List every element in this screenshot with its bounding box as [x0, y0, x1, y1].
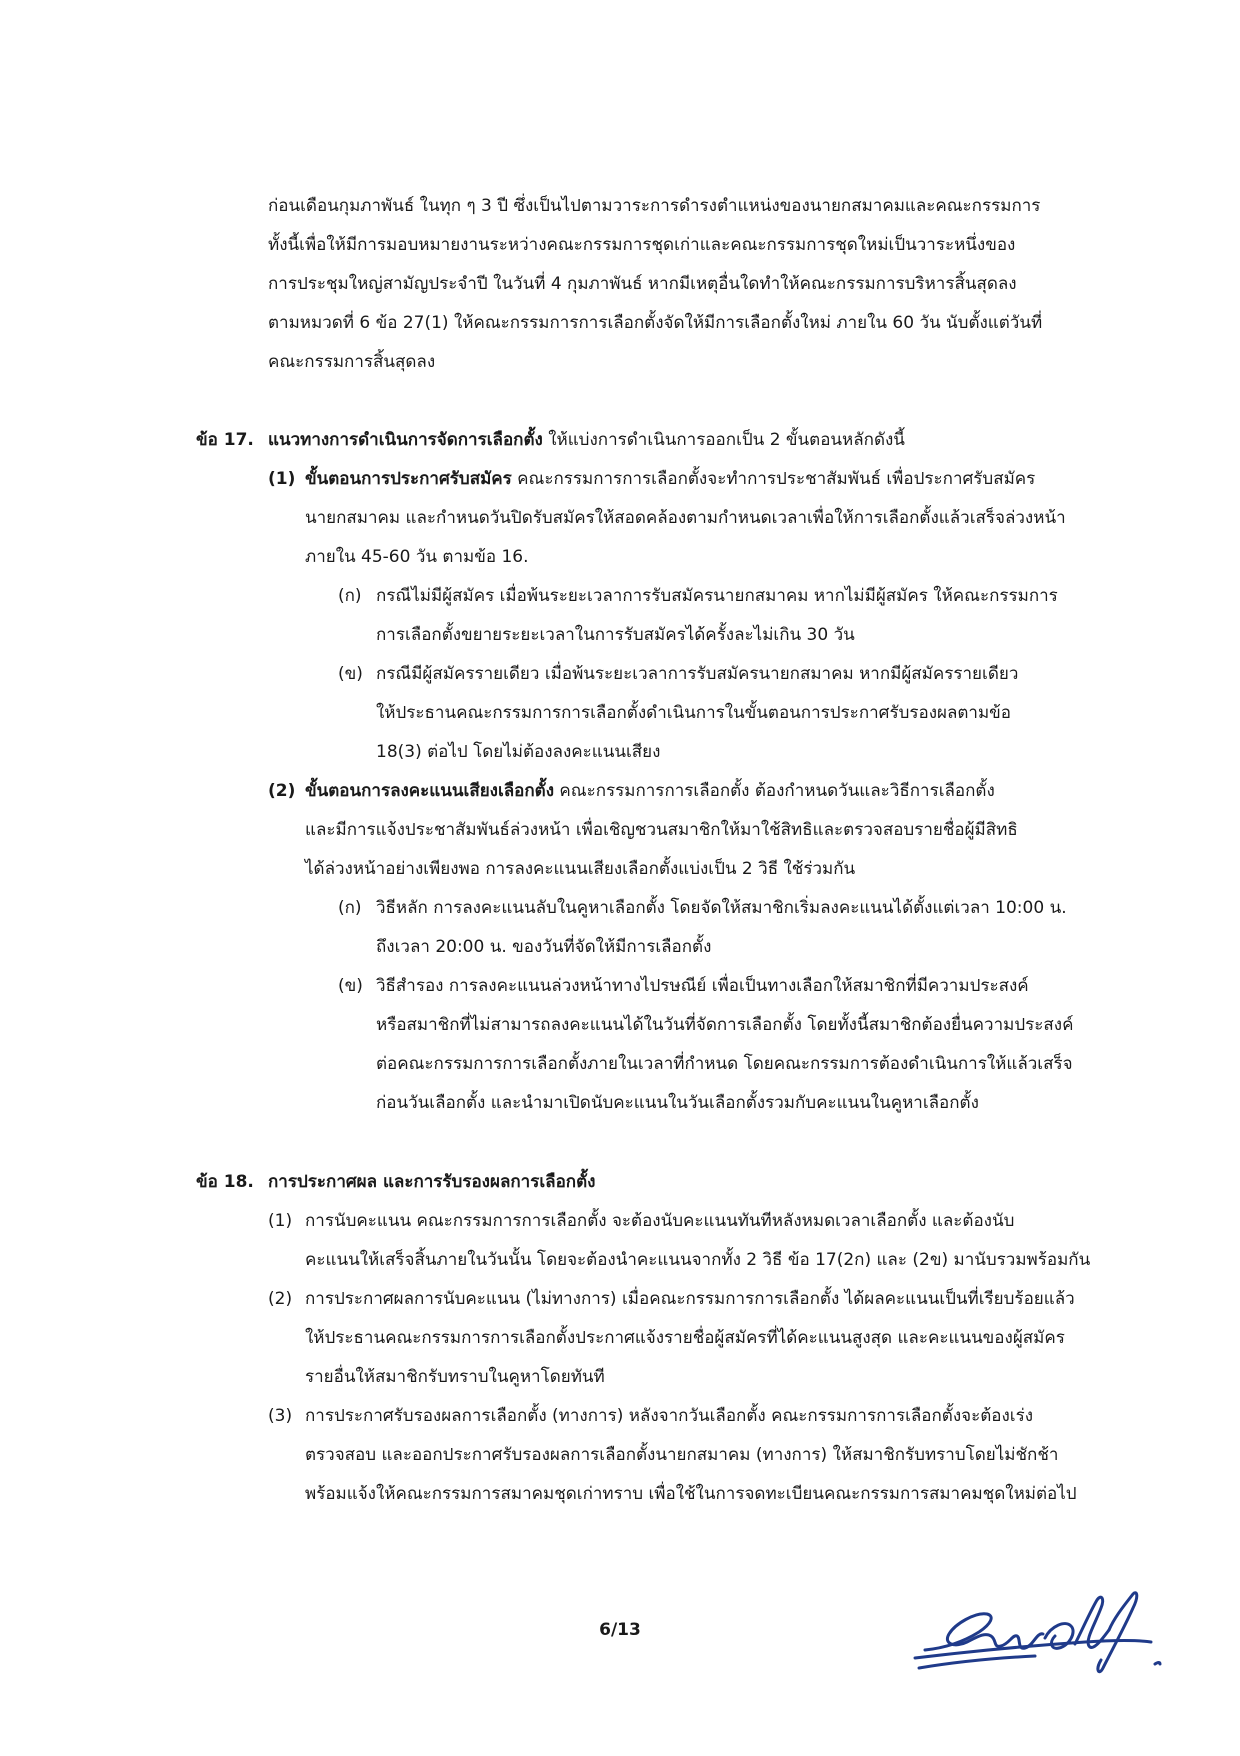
s17-p1-line: ภายใน 45-60 วัน ตามข้อ 16. — [305, 547, 529, 567]
s18-i3-line: พร้อมแจ้งให้คณะกรรมการสมาคมชุดเก่าทราบ เพื่อใช้ในการจดทะเบียนคณะกรรมการสมาคมชุดใหม่ต่อไป — [305, 1484, 1077, 1504]
intro-line: ก่อนเดือนกุมภาพันธ์ ในทุก ๆ 3 ปี ซึ่งเป็นไปตามวาระการดำรงตำแหน่งของนายกสมาคมและคณะกรรมการ — [268, 196, 1041, 216]
s17-p2-first-line — [305, 779, 995, 803]
s18-i3-line: การประกาศรับรองผลการเลือกตั้ง (ทางการ) หลังจากวันเลือกตั้ง คณะกรรมการการเลือกตั้งจะต้องเร่ง — [305, 1406, 1034, 1426]
s17-p1-first-rest: คณะกรรมการการเลือกตั้งจะทำการประชาสัมพันธ์ เพื่อประกาศรับสมัคร — [511, 469, 1036, 489]
s17-p2-marker: (2) — [268, 781, 296, 801]
section-18-heading: การประกาศผล และการรับรองผลการเลือกตั้ง — [268, 1172, 596, 1192]
s17-p1-marker: (1) — [268, 469, 296, 489]
s17-p1-first-line — [305, 467, 1035, 491]
s18-i1-line: การนับคะแนน คณะกรรมการการเลือกตั้ง จะต้องนับคะแนนทันทีหลังหมดเวลาเลือกตั้ง และต้องนับ — [305, 1211, 1015, 1231]
s17-p2-first-rest: คณะกรรมการการเลือกตั้ง ต้องกำหนดวันและวิธีการเลือกตั้ง — [554, 781, 995, 801]
s17-p1-title: ขั้นตอนการประกาศรับสมัคร — [305, 469, 512, 489]
intro-line: การประชุมใหญ่สามัญประจำปี ในวันที่ 4 กุมภาพันธ์ หากมีเหตุอื่นใดทำให้คณะกรรมการบริหารสิ้นสุดลง — [268, 274, 1017, 294]
s18-i3-marker: (3) — [268, 1406, 293, 1426]
s17-p1-b-marker: (ข) — [338, 664, 363, 684]
s17-p2-line: ได้ล่วงหน้าอย่างเพียงพอ การลงคะแนนเสียงเลือกตั้งแบ่งเป็น 2 วิธี ใช้ร่วมกัน — [305, 859, 856, 879]
section-18-number: ข้อ 18. — [196, 1172, 254, 1192]
s17-p2-b-line: วิธีสำรอง การลงคะแนนล่วงหน้าทางไปรษณีย์ เพื่อเป็นทางเลือกให้สมาชิกที่มีความประสงค์ — [376, 976, 1029, 996]
s17-p1-b-line: กรณีมีผู้สมัครรายเดียว เมื่อพ้นระยะเวลาการรับสมัครนายกสมาคม หากมีผู้สมัครรายเดียว — [376, 664, 1019, 684]
s18-i1-marker: (1) — [268, 1211, 293, 1231]
s17-p2-b-marker: (ข) — [338, 976, 363, 996]
s17-p2-b-line: ก่อนวันเลือกตั้ง และนำมาเปิดนับคะแนนในวันเลือกตั้งรวมกับคะแนนในคูหาเลือกตั้ง — [376, 1093, 979, 1113]
s17-p2-b-line: หรือสมาชิกที่ไม่สามารถลงคะแนนได้ในวันที่จัดการเลือกตั้ง โดยทั้งนี้สมาชิกต้องยื่นความประสงค์ — [376, 1015, 1074, 1035]
s17-p2-line: และมีการแจ้งประชาสัมพันธ์ล่วงหน้า เพื่อเชิญชวนสมาชิกให้มาใช้สิทธิและตรวจสอบรายชื่อผู้มีสิทธิ — [305, 820, 1018, 840]
s17-p1-b-line: ให้ประธานคณะกรรมการการเลือกตั้งดำเนินการในขั้นตอนการประกาศรับรองผลตามข้อ — [376, 703, 1012, 723]
s17-p2-a-marker: (ก) — [338, 898, 362, 918]
page-number: 6/13 — [599, 1620, 641, 1640]
s17-p1-b-line: 18(3) ต่อไป โดยไม่ต้องลงคะแนนเสียง — [376, 742, 661, 762]
s17-p1-a-marker: (ก) — [338, 586, 362, 606]
s17-p2-b-line: ต่อคณะกรรมการการเลือกตั้งภายในเวลาที่กำหนด โดยคณะกรรมการต้องดำเนินการให้แล้วเสร็จ — [376, 1054, 1073, 1074]
s18-i2-line: ให้ประธานคณะกรรมการการเลือกตั้งประกาศแจ้งรายชื่อผู้สมัครที่ได้คะแนนสูงสุด และคะแนนของผู้สมัคร — [305, 1328, 1065, 1348]
s17-p2-a-line: วิธีหลัก การลงคะแนนลับในคูหาเลือกตั้ง โดยจัดให้สมาชิกเริ่มลงคะแนนได้ตั้งแต่เวลา 10:00 น. — [376, 898, 1067, 918]
s17-p1-a-line: การเลือกตั้งขยายระยะเวลาในการรับสมัครได้ครั้งละไม่เกิน 30 วัน — [376, 625, 855, 645]
section-17-number: ข้อ 17. — [196, 430, 254, 450]
s17-p1-a-line: กรณีไม่มีผู้สมัคร เมื่อพ้นระยะเวลาการรับสมัครนายกสมาคม หากไม่มีผู้สมัคร ให้คณะกรรมการ — [376, 586, 1058, 606]
section-17-heading-rest: ให้แบ่งการดำเนินการออกเป็น 2 ขั้นตอนหลักดังนี้ — [542, 430, 905, 450]
section-17-heading — [268, 428, 905, 452]
intro-line: คณะกรรมการสิ้นสุดลง — [268, 352, 436, 372]
intro-line: ตามหมวดที่ 6 ข้อ 27(1) ให้คณะกรรมการการเลือกตั้งจัดให้มีการเลือกตั้งใหม่ ภายใน 60 วัน นับตั้งแต่วันที่ — [268, 313, 1043, 333]
s17-p2-title: ขั้นตอนการลงคะแนนเสียงเลือกตั้ง — [305, 781, 555, 801]
s17-p1-line: นายกสมาคม และกำหนดวันปิดรับสมัครให้สอดคล้องตามกำหนดเวลาเพื่อให้การเลือกตั้งแล้วเสร็จล่วงหน้า — [305, 508, 1066, 528]
s18-i2-line: การประกาศผลการนับคะแนน (ไม่ทางการ) เมื่อคณะกรรมการการเลือกตั้ง ได้ผลคะแนนเป็นที่เรียบร้อยแล้ว — [305, 1289, 1075, 1309]
s18-i1-line: คะแนนให้เสร็จสิ้นภายในวันนั้น โดยจะต้องนำคะแนนจากทั้ง 2 วิธี ข้อ 17(2ก) และ (2ข) มานับรวมพร้อมกัน — [305, 1250, 1091, 1270]
handwritten-signature — [905, 1572, 1175, 1690]
s17-p2-a-line: ถึงเวลา 20:00 น. ของวันที่จัดให้มีการเลือกตั้ง — [376, 937, 712, 957]
s18-i2-marker: (2) — [268, 1289, 293, 1309]
section-17-title: แนวทางการดำเนินการจัดการเลือกตั้ง — [268, 430, 543, 450]
intro-line: ทั้งนี้เพื่อให้มีการมอบหมายงานระหว่างคณะกรรมการชุดเก่าและคณะกรรมการชุดใหม่เป็นวาระหนึ่งของ — [268, 235, 1016, 255]
s18-i3-line: ตรวจสอบ และออกประกาศรับรองผลการเลือกตั้งนายกสมาคม (ทางการ) ให้สมาชิกรับทราบโดยไม่ชักช้า — [305, 1445, 1059, 1465]
s18-i2-line: รายอื่นให้สมาชิกรับทราบในคูหาโดยทันที — [305, 1367, 605, 1387]
